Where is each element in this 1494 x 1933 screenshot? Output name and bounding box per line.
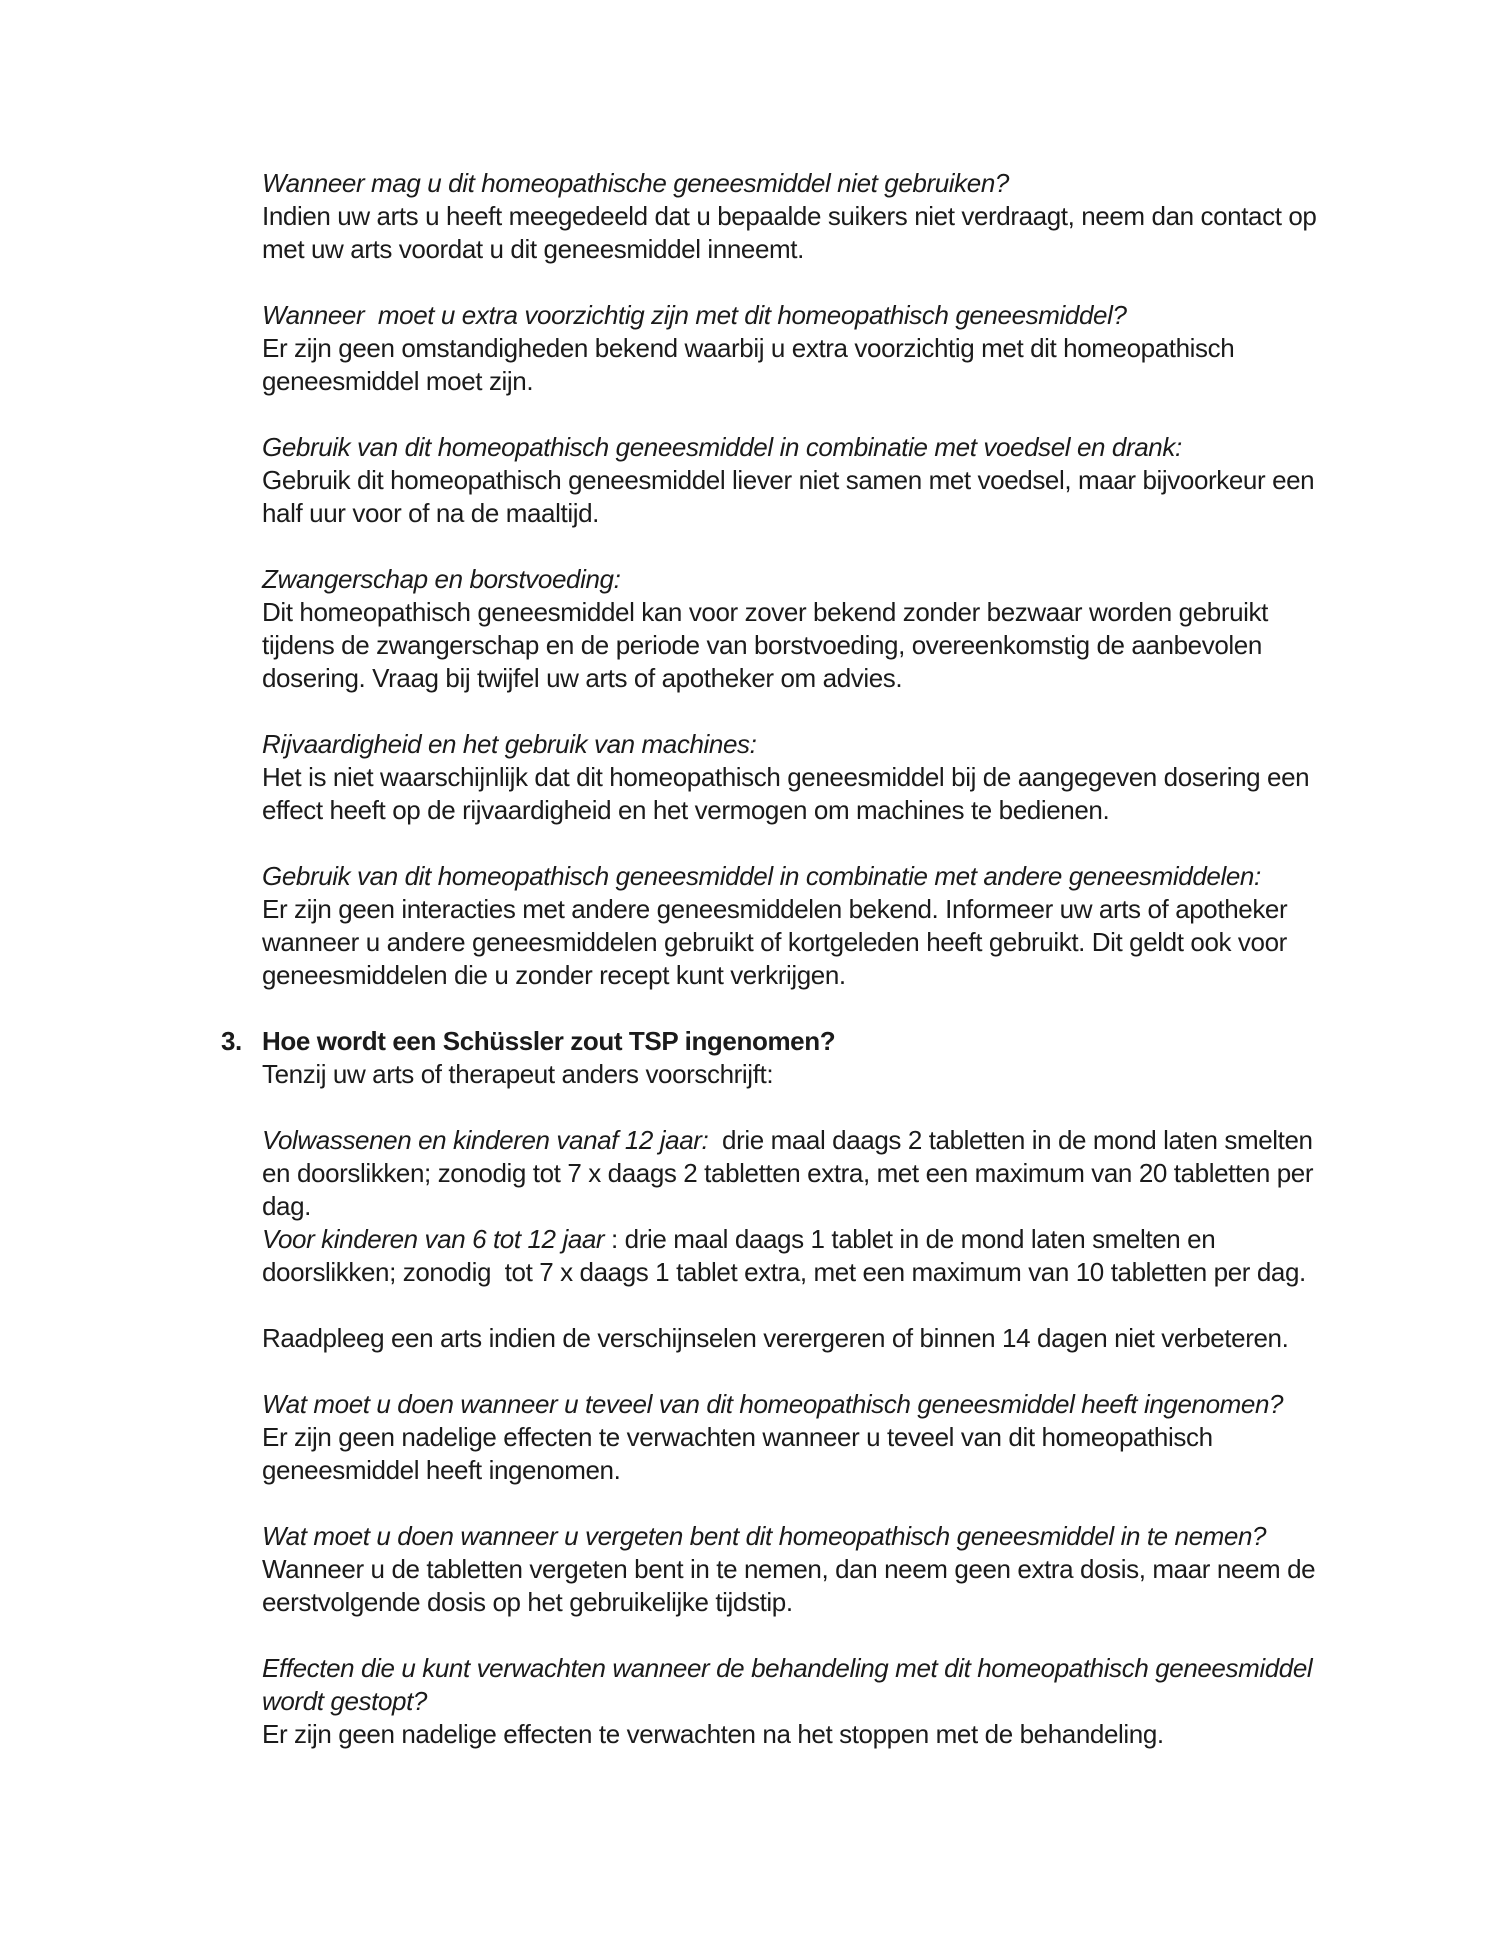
text-line [262,563,1304,596]
paragraph [262,1388,1304,1487]
text-segment: drie maal daags 2 tabletten in de mond laten smelten [708,1125,1313,1155]
text-line [262,1520,1304,1553]
text-segment: effect heeft op de rijvaardigheid en het vermogen om machines te bedienen. [262,795,1110,825]
text-line [262,1388,1304,1421]
text-segment: Gebruik van dit homeopathisch geneesmiddel in combinatie met andere geneesmiddelen: [262,861,1261,891]
text-line [262,332,1304,365]
text-line [262,893,1304,926]
text-line [262,1157,1314,1190]
text-segment: Wanneer mag u dit homeopathische geneesmiddel niet gebruiken? [262,168,1009,198]
paragraph [262,860,1304,992]
text-segment: half uur voor of na de maaltijd. [262,498,599,528]
text-segment: Gebruik dit homeopathisch geneesmiddel liever niet samen met voedsel, maar bijvoorkeur een [262,465,1315,495]
text-segment: Rijvaardigheid en het gebruik van machines: [262,729,757,759]
text-segment: wordt gestopt? [262,1686,427,1716]
text-segment: Er zijn geen omstandigheden bekend waarbij u extra voorzichtig met dit homeopathisch [262,333,1235,363]
text-line [262,1421,1304,1454]
text-segment: Tenzij uw arts of therapeut anders voorschrijft: [262,1059,774,1089]
text-segment: met uw arts voordat u dit geneesmiddel inneemt. [262,234,804,264]
text-line [262,431,1304,464]
text-segment: Wanneer u de tabletten vergeten bent in te nemen, dan neem geen extra dosis, maar neem de [262,1554,1316,1584]
text-segment: Dit homeopathisch geneesmiddel kan voor zover bekend zonder bezwaar worden gebruikt [262,597,1268,627]
text-line [262,464,1315,497]
text-segment: geneesmiddel heeft ingenomen. [262,1455,621,1485]
text-line [262,596,1304,629]
text-line [262,1322,1304,1355]
text-line [262,497,1304,530]
text-segment: dag. [262,1191,312,1221]
paragraph [262,299,1304,398]
text-line [262,1025,1304,1058]
text-segment: Gebruik van dit homeopathisch geneesmiddel in combinatie met voedsel en drank: [262,432,1182,462]
numbered-paragraph [221,1025,1304,1091]
text-segment: Het is niet waarschijnlijk dat dit homeopathisch geneesmiddel bij de aangegeven dosering een [262,762,1310,792]
text-line [262,662,1304,695]
text-segment: Wanneer moet u extra voorzichtig zijn met dit homeopathisch geneesmiddel? [262,300,1127,330]
text-segment: tijdens de zwangerschap en de periode van borstvoeding, overeenkomstig de aanbevolen [262,630,1262,660]
text-segment: Zwangerschap en borstvoeding: [262,564,621,594]
document-content [221,167,1317,1751]
text-segment: wanneer u andere geneesmiddelen gebruikt of kortgeleden heeft gebruikt. Dit geldt ook voor [262,927,1287,957]
text-segment: : drie maal daags 1 tablet in de mond laten smelten en [604,1224,1216,1254]
text-segment: Er zijn geen interacties met andere geneesmiddelen bekend. Informeer uw arts of apotheker [262,894,1288,924]
text-segment: Wat moet u doen wanneer u vergeten bent dit homeopathisch geneesmiddel in te nemen? [262,1521,1267,1551]
text-line [262,1685,1304,1718]
paragraph [262,1322,1304,1355]
text-segment: Volwassenen en kinderen vanaf 12 jaar: [262,1125,709,1155]
text-line [262,794,1304,827]
text-segment: Raadpleeg een arts indien de verschijnselen verergeren of binnen 14 dagen niet verbeteren. [262,1323,1289,1353]
text-segment: Hoe wordt een Schüssler zout TSP ingenomen? [262,1026,836,1056]
text-line [262,1223,1304,1256]
text-segment: eerstvolgende dosis op het gebruikelijke tijdstip. [262,1587,793,1617]
text-segment: Er zijn geen nadelige effecten te verwachten wanneer u teveel van dit homeopathisch [262,1422,1213,1452]
paragraph [262,728,1310,827]
text-line [262,233,1304,266]
text-line [262,299,1304,332]
text-segment: en doorslikken; zonodig tot 7 x daags 2 tabletten extra, met een maximum van 20 tabletten per [262,1158,1314,1188]
paragraph [262,563,1304,695]
text-line [262,728,1304,761]
text-line [262,200,1317,233]
text-segment: Wat moet u doen wanneer u teveel van dit homeopathisch geneesmiddel heeft ingenomen? [262,1389,1284,1419]
text-line [262,1058,1304,1091]
text-line [262,629,1304,662]
text-segment: dosering. Vraag bij twijfel uw arts of apotheker om advies. [262,663,903,693]
text-line [262,1256,1304,1289]
paragraph [262,1124,1314,1289]
text-segment: Effecten die u kunt verwachten wanneer de behandeling met dit homeopathisch geneesmiddel [262,1653,1313,1683]
paragraph [262,1520,1316,1619]
text-line [262,1190,1304,1223]
text-line [262,761,1310,794]
text-line [262,1454,1304,1487]
text-segment: doorslikken; zonodig tot 7 x daags 1 tablet extra, met een maximum van 10 tabletten per dag. [262,1257,1306,1287]
text-line [262,1586,1304,1619]
text-line [262,167,1304,200]
text-line [262,926,1304,959]
text-line [262,1553,1316,1586]
text-line [262,1652,1313,1685]
text-line [262,1124,1313,1157]
text-segment: geneesmiddel moet zijn. [262,366,534,396]
paragraph [262,1652,1313,1751]
text-line [262,1718,1304,1751]
text-line [262,959,1304,992]
text-line [262,365,1304,398]
paragraph [262,167,1317,266]
text-segment: Voor kinderen van 6 tot 12 jaar [262,1224,605,1254]
list-number: 3. [221,1026,242,1056]
text-segment: Er zijn geen nadelige effecten te verwachten na het stoppen met de behandeling. [262,1719,1164,1749]
text-segment: geneesmiddelen die u zonder recept kunt verkrijgen. [262,960,846,990]
text-line [262,860,1304,893]
text-segment: Indien uw arts u heeft meegedeeld dat u bepaalde suikers niet verdraagt, neem dan contact op [262,201,1317,231]
paragraph [262,431,1315,530]
